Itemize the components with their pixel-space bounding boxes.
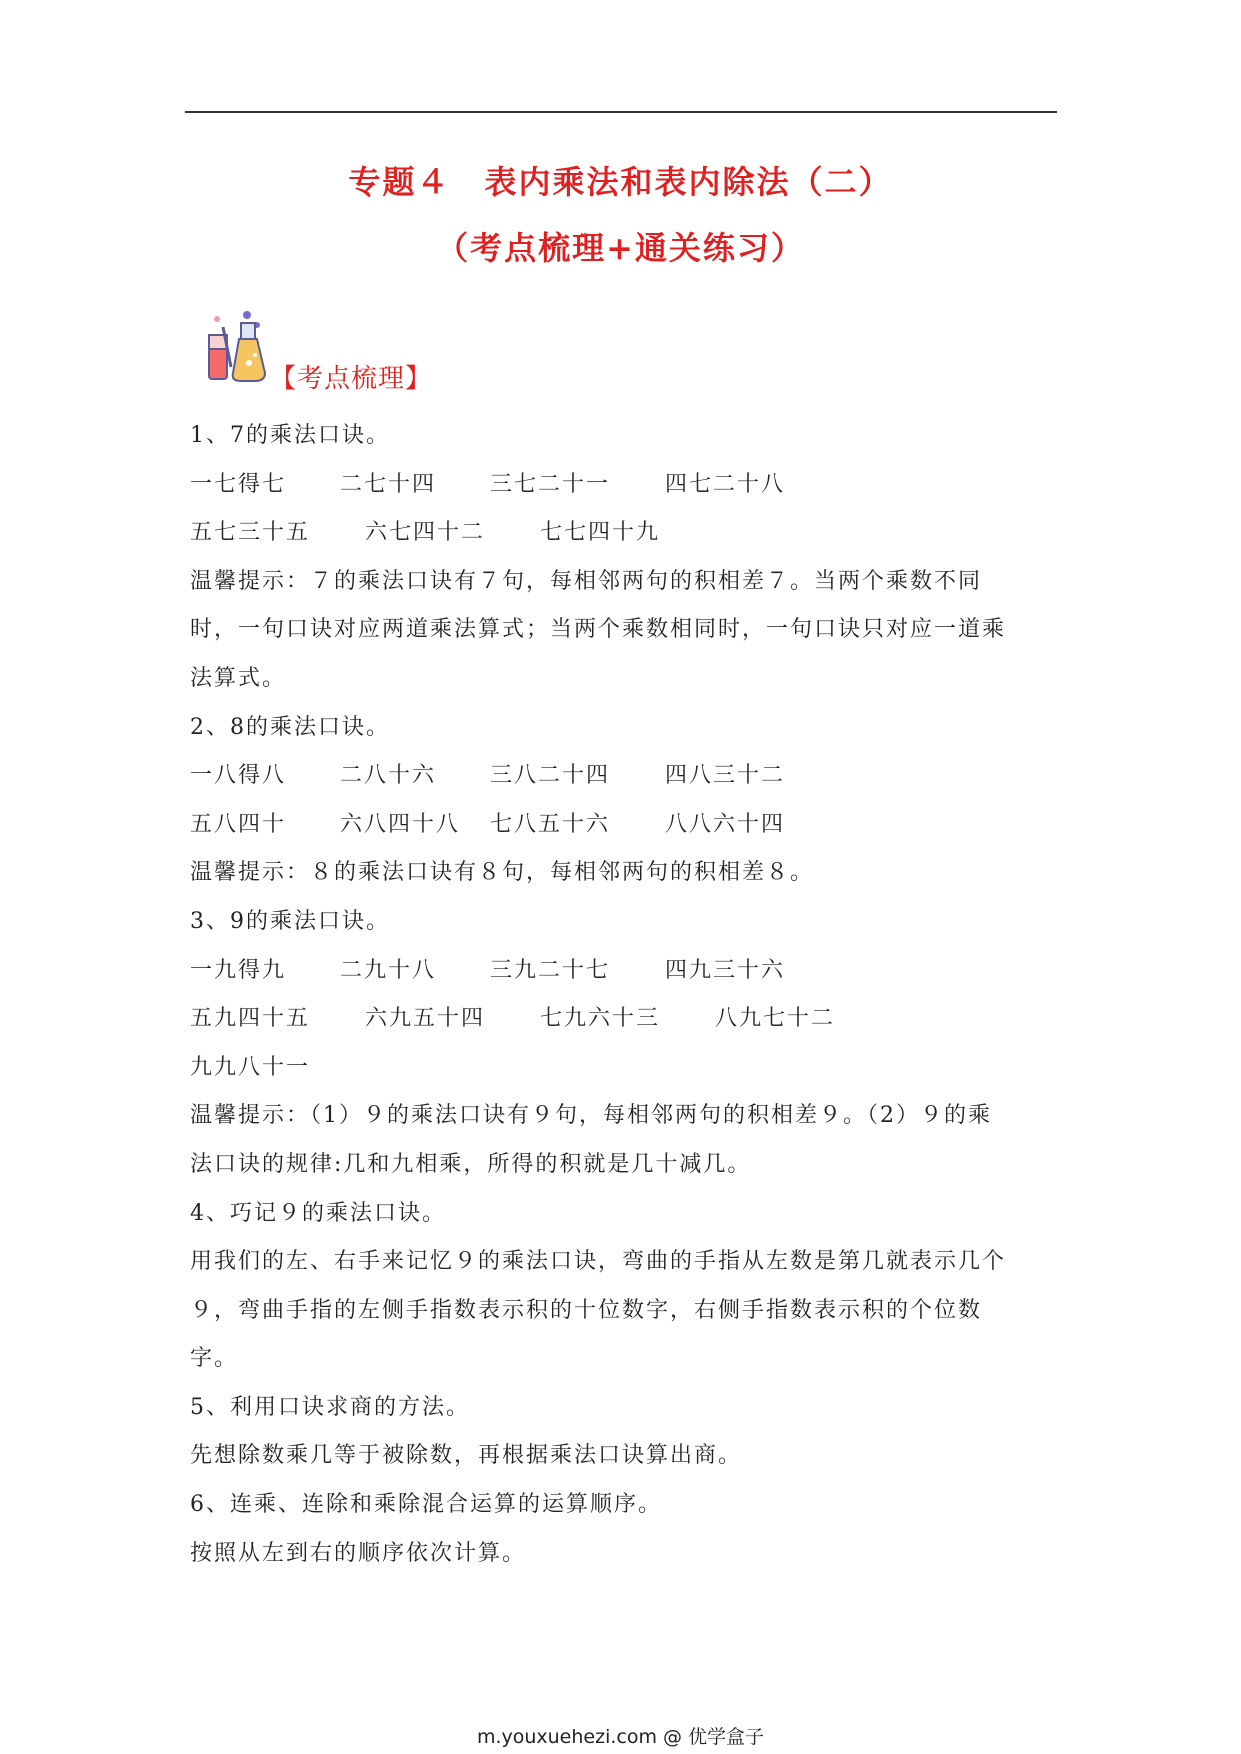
rhyme: 三九二十七 [490,957,611,983]
rhyme: 三八二十四 [490,763,611,789]
rhyme: 六九五十四 [365,1006,486,1032]
rhyme: 六八四十八 [340,811,461,837]
rhyme: 四九三十六 [665,957,786,983]
heading-quotient: 5、利用口诀求商的方法。 [190,1394,470,1420]
content-body [190,412,1050,1578]
tip-7-line-2: 时，一句口诀对应两道乘法算式；当两个乘数相同时，一句口诀只对应一道乘 [190,617,1007,643]
rhyme: 五八四十 [190,811,287,837]
beaker-icon [205,307,267,385]
rhyme: 四七二十八 [665,471,786,497]
heading-8: 2、8的乘法口诀。 [190,714,390,740]
rhyme: 一七得七 [190,471,287,497]
order-text: 按照从左到右的顺序依次计算。 [190,1540,527,1566]
finger-trick-line-1: 用我们的左、右手来记忆９的乘法口诀，弯曲的手指从左数是第几就表示几个 [190,1249,1007,1275]
tip-7-line-3: 法算式。 [190,665,287,691]
rhyme: 五九四十五 [190,1006,311,1032]
page-title: 专题４ 表内乘法和表内除法（二） [348,163,893,201]
heading-order: 6、连乘、连除和乘除混合运算的运算顺序。 [190,1492,662,1518]
tip-9-line-1: 温馨提示：（1）９的乘法口诀有９句，每相邻两句的积相差９。（2）９的乘 [190,1103,992,1129]
rhyme: 六七四十二 [365,520,486,546]
heading-finger-trick: 4、巧记９的乘法口诀。 [190,1200,446,1226]
rhyme: 二九十八 [340,957,437,983]
rhyme: 八八六十四 [665,811,786,837]
tip-7-line-1: 温馨提示：７的乘法口诀有７句，每相邻两句的积相差７。当两个乘数不同 [190,568,983,594]
rhyme: 七七四十九 [540,520,661,546]
table-9-row-2 [190,995,1050,1044]
heading-9: 3、9的乘法口诀。 [190,908,390,934]
tip-8: 温馨提示：８的乘法口诀有８句，每相邻两句的积相差８。 [190,860,815,886]
finger-trick-line-3: 字。 [190,1346,239,1372]
quotient-text: 先想除数乘几等于被除数，再根据乘法口诀算出商。 [190,1443,743,1469]
page-subtitle: （考点梳理+通关练习） [436,229,805,267]
table-9-row-1 [190,947,1050,996]
table-7-row-2 [190,509,1050,558]
top-rule [185,111,1057,113]
table-8-row-2 [190,801,1050,850]
rhyme: 七八五十六 [490,811,611,837]
table-9-row-3: 九九八十一 [190,1054,311,1080]
footer-watermark: m.youxuehezi.com @ 优学盒子 [476,1726,765,1748]
table-7-row-1 [190,461,1050,510]
rhyme: 八九七十二 [715,1006,836,1032]
rhyme: 二七十四 [340,471,437,497]
finger-trick-line-2: ９，弯曲手指的左侧手指数表示积的十位数字，右侧手指数表示积的个位数 [190,1297,983,1323]
rhyme: 一九得九 [190,957,287,983]
rhyme: 五七三十五 [190,520,311,546]
heading-7: 1、7的乘法口诀。 [190,423,390,448]
rhyme: 一八得八 [190,763,287,789]
rhyme: 二八十六 [340,763,437,789]
rhyme: 七九六十三 [540,1006,661,1032]
tip-9-line-2: 法口诀的规律:几和九相乘，所得的积就是几十减几。 [190,1151,752,1177]
title-block [0,158,1241,272]
section-heading: 【考点梳理】 [270,364,433,394]
rhyme: 四八三十二 [665,763,786,789]
rhyme: 三七二十一 [490,471,611,497]
table-8-row-1 [190,752,1050,801]
